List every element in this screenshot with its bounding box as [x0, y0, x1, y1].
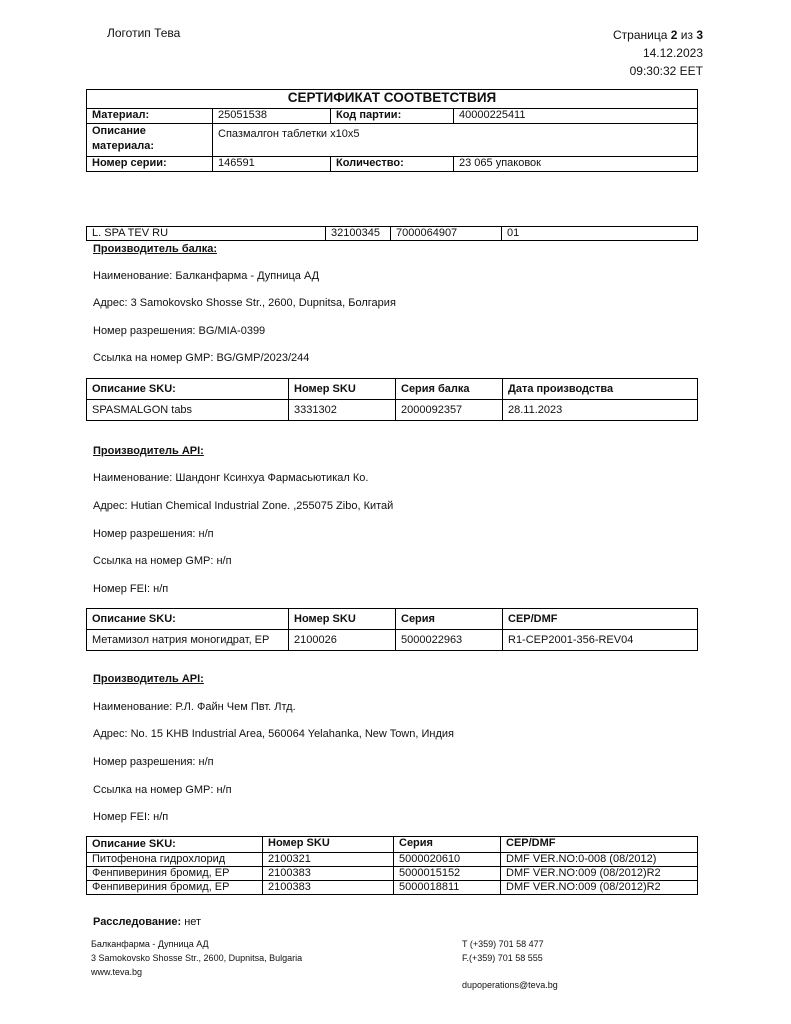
table-cell: Метамизол натрия моногидрат, EP: [87, 630, 289, 651]
table-header: Дата производства: [503, 379, 698, 400]
table-cell: SPASMALGON tabs: [87, 400, 289, 421]
table-header: Описание SKU:: [87, 837, 263, 853]
page-mid: из: [677, 28, 697, 42]
ref-cell: 32100345: [326, 227, 391, 241]
table-cell: 2000092357: [396, 400, 503, 421]
table-header: CEP/DMF: [501, 837, 698, 853]
api-maker-1-gmp: Ссылка на номер GMP: н/п: [93, 555, 232, 567]
api-maker-2-gmp: Ссылка на номер GMP: н/п: [93, 784, 232, 796]
material-value: 25051538: [213, 109, 331, 124]
api-maker-1-heading: Производитель API:: [93, 445, 204, 457]
table-row: [87, 630, 698, 651]
table-cell: 2100383: [263, 881, 394, 895]
bulk-maker-name: Наименование: Балканфарма - Дупница АД: [93, 270, 320, 282]
table-header: Серия балка: [396, 379, 503, 400]
description-value: Спазмалгон таблетки x10x5: [213, 124, 698, 157]
table-cell: 2100321: [263, 853, 394, 867]
api-2-sku-table: [86, 836, 698, 895]
api-maker-1-permit: Номер разрешения: н/п: [93, 528, 214, 540]
api-maker-2-heading: Производитель API:: [93, 673, 204, 685]
table-cell: DMF VER.NO:009 (08/2012)R2: [501, 881, 698, 895]
table-cell: 5000015152: [394, 867, 501, 881]
table-cell: 3331302: [289, 400, 396, 421]
table-header: Описание SKU:: [87, 609, 289, 630]
api-maker-2-name: Наименование: Р.Л. Файн Чем Пвт. Лтд.: [93, 701, 296, 713]
table-header: Номер SKU: [289, 609, 396, 630]
api-maker-1-name: Наименование: Шандонг Ксинхуа Фармасьютикал Ко.: [93, 472, 369, 484]
series-label: Номер серии:: [87, 157, 213, 172]
page-counter: [613, 26, 703, 44]
certificate-table: [86, 89, 698, 172]
table-header: Серия: [394, 837, 501, 853]
page-header-info: [613, 26, 703, 80]
series-value: 146591: [213, 157, 331, 172]
table-header: Номер SKU: [289, 379, 396, 400]
batch-value: 40000225411: [454, 109, 698, 124]
ref-cell: 7000064907: [391, 227, 502, 241]
table-cell: DMF VER.NO:0-008 (08/2012): [501, 853, 698, 867]
footer-address: 3 Samokovsko Shosse Str., 2600, Dupnitsa, Bulgaria: [91, 953, 303, 963]
investigation-line: [93, 916, 201, 928]
table-cell: 28.11.2023: [503, 400, 698, 421]
page-total: 3: [696, 28, 703, 42]
table-cell: R1-CEP2001-356-REV04: [503, 630, 698, 651]
quantity-label: Количество:: [331, 157, 454, 172]
print-date: 14.12.2023: [642, 46, 703, 60]
table-header: Номер SKU: [263, 837, 394, 853]
bulk-maker-heading: Производитель балка:: [93, 243, 218, 255]
footer-left: [91, 937, 302, 979]
bulk-maker-address: Адрес: 3 Samokovsko Shosse Str., 2600, Dupnitsa, Болгария: [93, 297, 396, 309]
ref-cell: L. SPA TEV RU: [87, 227, 326, 241]
quantity-value: 23 065 упаковок: [454, 157, 698, 172]
table-row: [87, 853, 698, 867]
table-cell: Фенпивериния бромид, EP: [87, 881, 263, 895]
logo-placeholder: Логотип Тева: [107, 26, 181, 40]
table-cell: 5000020610: [394, 853, 501, 867]
ref-cell: 01: [502, 227, 698, 241]
footer-right: [462, 937, 544, 965]
table-cell: Фенпивериния бромид, EP: [87, 867, 263, 881]
api-maker-2-fei: Номер FEI: н/п: [93, 811, 169, 823]
footer-phone: T (+359) 701 58 477: [462, 939, 544, 949]
bulk-sku-table: [86, 378, 698, 421]
page-prefix: Страница: [613, 28, 671, 42]
table-cell: 5000022963: [396, 630, 503, 651]
table-row: [87, 400, 698, 421]
print-time: 09:30:32 EET: [629, 64, 703, 78]
api-maker-2-address: Адрес: No. 15 KHB Industrial Area, 560064 Yelahanka, New Town, Индия: [93, 728, 454, 740]
footer-fax: F.(+359) 701 58 555: [462, 953, 543, 963]
footer-website[interactable]: www.teva.bg: [91, 967, 143, 977]
footer-company: Балканфарма - Дупница АД: [91, 939, 209, 949]
table-header: CEP/DMF: [503, 609, 698, 630]
description-label-line1: Описание: [92, 125, 146, 137]
api-maker-1-address: Адрес: Hutian Chemical Industrial Zone. ,255075 Zibo, Китай: [93, 500, 394, 512]
table-row: [87, 881, 698, 895]
batch-label: Код партии:: [331, 109, 454, 124]
table-header: Серия: [396, 609, 503, 630]
material-label: Материал:: [87, 109, 213, 124]
footer-email[interactable]: dupoperations@teva.bg: [462, 980, 558, 990]
investigation-value: нет: [181, 916, 202, 928]
table-cell: 2100383: [263, 867, 394, 881]
table-row: [87, 867, 698, 881]
investigation-label: Расследование:: [93, 916, 182, 928]
table-cell: 2100026: [289, 630, 396, 651]
api-1-sku-table: [86, 608, 698, 651]
table-cell: Питофенона гидрохлорид: [87, 853, 263, 867]
certificate-title: СЕРТИФИКАТ СООТВЕТСТВИЯ: [87, 90, 698, 109]
table-header: Описание SKU:: [87, 379, 289, 400]
table-cell: 5000018811: [394, 881, 501, 895]
api-maker-1-fei: Номер FEI: н/п: [93, 583, 169, 595]
page-number: 2: [670, 28, 678, 42]
bulk-maker-gmp: Ссылка на номер GMP: BG/GMP/2023/244: [93, 352, 310, 364]
reference-table: [86, 226, 698, 241]
api-maker-2-permit: Номер разрешения: н/п: [93, 756, 214, 768]
description-label-line2: материала:: [92, 140, 154, 152]
table-cell: DMF VER.NO:009 (08/2012)R2: [501, 867, 698, 881]
bulk-maker-permit: Номер разрешения: BG/MIA-0399: [93, 325, 266, 337]
description-label: [87, 124, 213, 157]
